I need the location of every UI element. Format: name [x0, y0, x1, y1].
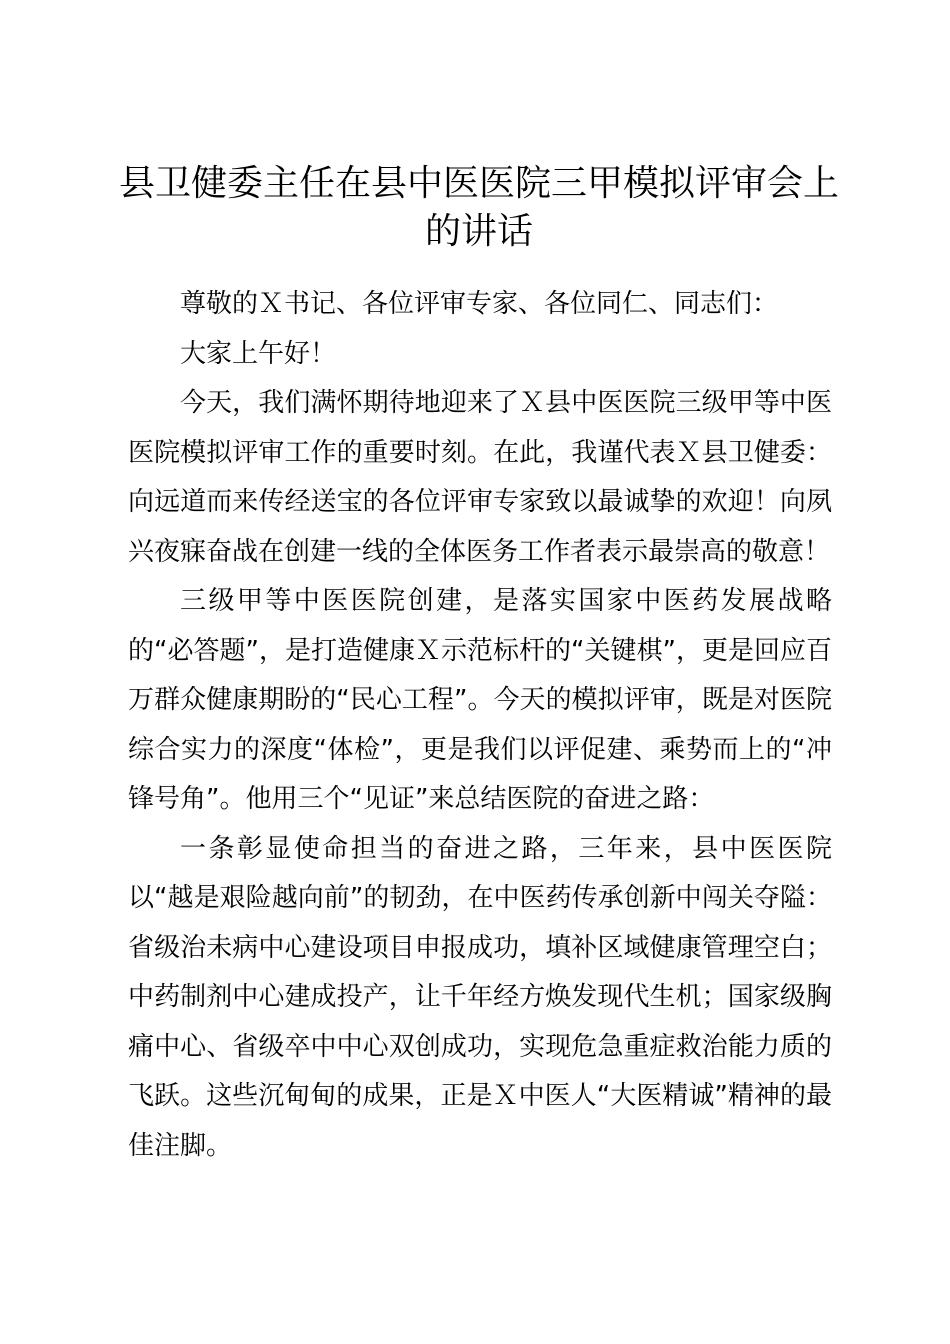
document-title: 县卫健委主任在县中医医院三甲模拟评审会上的讲话: [118, 163, 839, 252]
document-body: [128, 280, 832, 1171]
body-paragraph: 一条彰显使命担当的奋进之路，三年来，县中医医院以“越是艰险越向前”的韧劲，在中医药传承创新中闯关夺隘：省级治未病中心建设项目申报成功，填补区域健康管理空白；中药制剂中心建成投产，让千年经方焕发现代生机；国家级胸痛中心、省级卒中中心双创成功，实现危急重症救治能力质的飞跃。这些沉甸甸的成果，正是Ｘ中医人“大医精诚”精神的最佳注脚。: [128, 833, 832, 1161]
body-paragraph: 今天，我们满怀期待地迎来了Ｘ县中医医院三级甲等中医医院模拟评审工作的重要时刻。在此，我谨代表Ｘ县卫健委：向远道而来传经送宝的各位评审专家致以最诚挚的欢迎！向夙兴夜寐奋战在创建一线的全体医务工作者表示最崇高的敬意！: [128, 388, 832, 567]
salutation-paragraph: 尊敬的Ｘ书记、各位评审专家、各位同仁、同志们：: [180, 289, 779, 319]
greeting-paragraph: 大家上午好！: [180, 338, 337, 369]
body-paragraph: 三级甲等中医医院创建，是落实国家中医药发展战略的“必答题”，是打造健康Ｘ示范标杆的“关键棋”，更是回应百万群众健康期盼的“民心工程”。今天的模拟评审，既是对医院综合实力的深度“体检”，更是我们以评促建、乘势而上的“冲锋号角”。他用三个“见证”来总结医院的奋进之路：: [128, 586, 832, 814]
